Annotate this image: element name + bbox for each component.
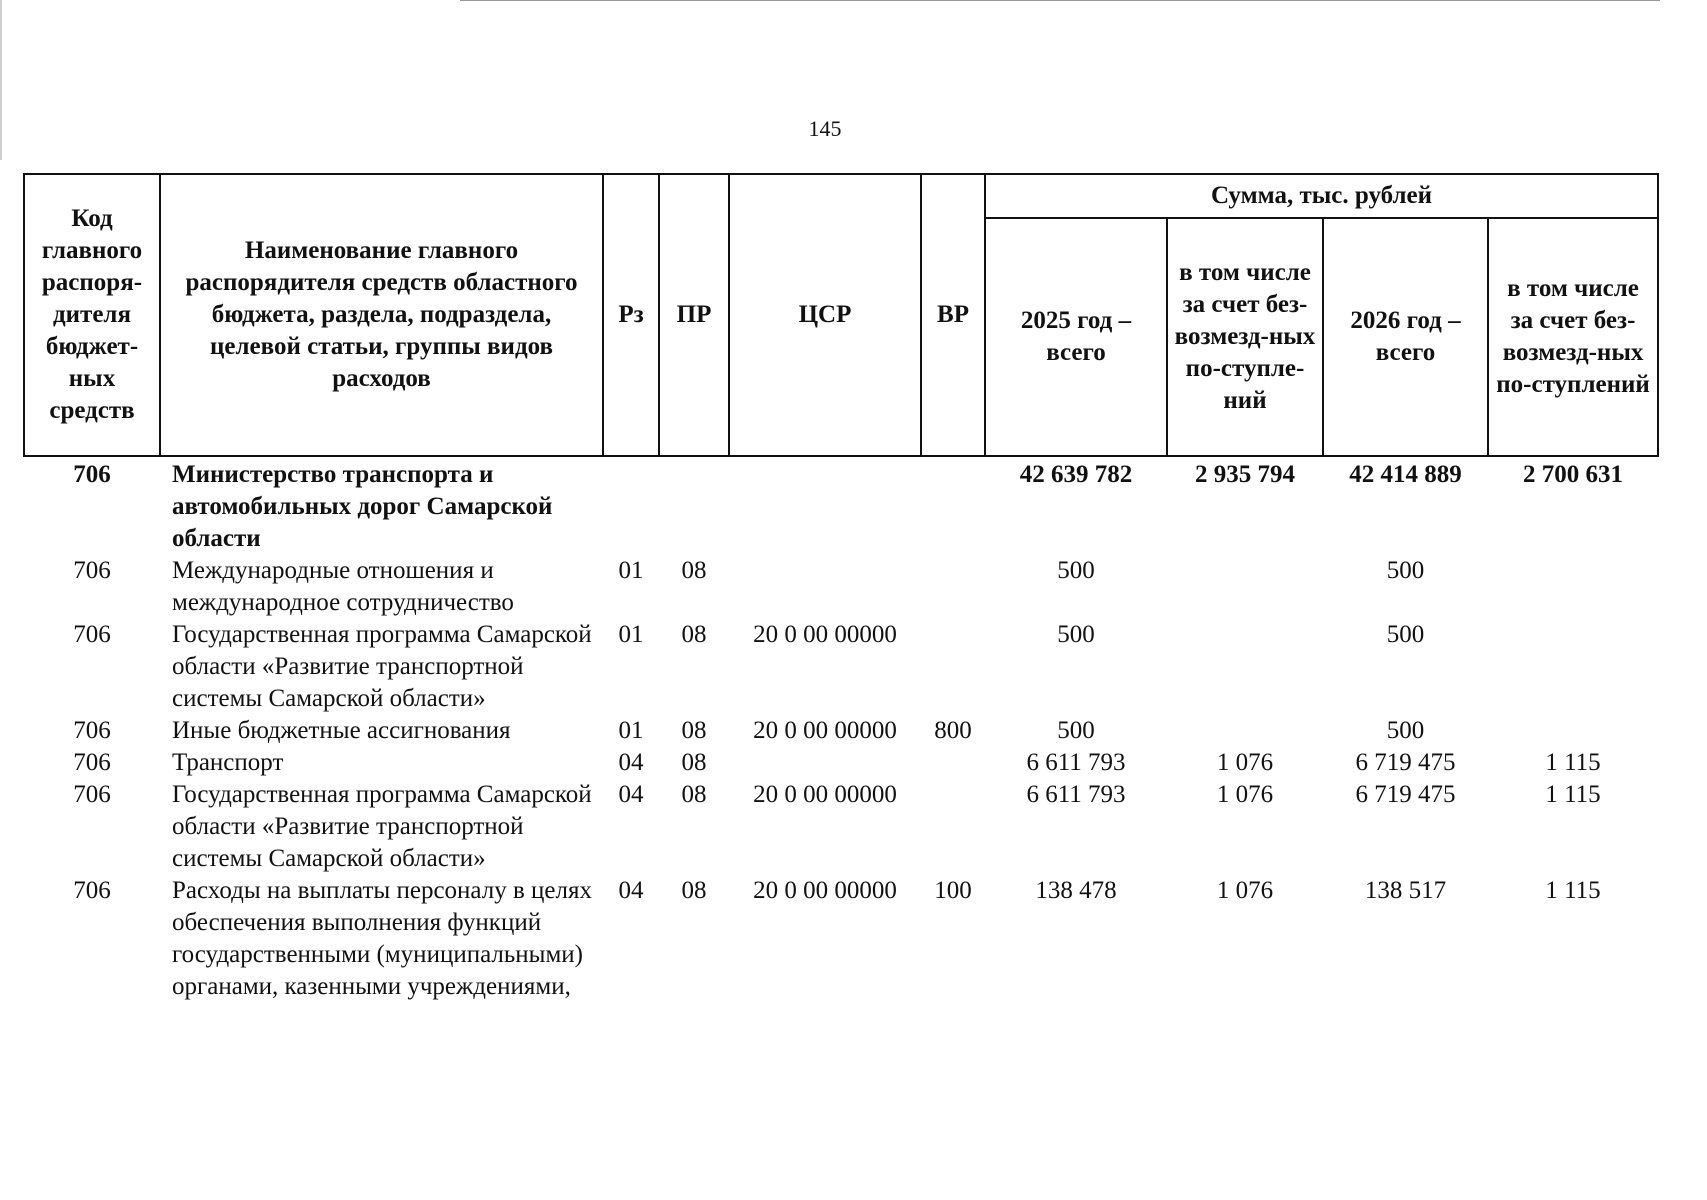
cell-vr: 100 [934, 877, 972, 904]
cell-grants-2026: 2 700 631 [1523, 461, 1624, 488]
cell-rz: 01 [618, 717, 644, 744]
cell-grants-2025: 2 935 794 [1195, 461, 1295, 488]
header-csr: ЦСР [729, 174, 921, 456]
header-2026-total: 2026 год – всего [1323, 218, 1488, 456]
table-row [24, 747, 1658, 779]
cell-grants-2025 [1167, 619, 1323, 715]
cell-pr: 08 [681, 621, 707, 648]
cell-sum-2025: 6 611 793 [1026, 749, 1126, 776]
cell-sum-2026: 500 [1386, 717, 1425, 744]
cell-vr [921, 555, 985, 619]
table-row [24, 555, 1658, 619]
header-kod: Код главного распоря-дителя бюджет-ных средств [24, 174, 160, 456]
cell-grants-2025 [1167, 715, 1323, 747]
cell-sum-2025: 138 478 [1035, 877, 1117, 904]
cell-pr [659, 456, 729, 555]
cell-name: Расходы на выплаты персоналу в целях обеспечения выполнения функций государственными (муниципальными) органами, казенными учреждениями, [172, 877, 592, 1000]
cell-sum-2025: 42 639 782 [1019, 461, 1133, 488]
cell-grants-2025: 1 076 [1216, 781, 1274, 808]
cell-rz: 04 [618, 749, 644, 776]
header-vr: ВР [921, 174, 985, 456]
cell-name: Министерство транспорта и автомобильных дорог Самарской области [172, 461, 553, 552]
cell-vr [921, 456, 985, 555]
header-name: Наименование главного распорядителя средств областного бюджета, раздела, подраздела, целевой статьи, группы видов расходов [160, 174, 603, 456]
cell-pr: 08 [681, 749, 707, 776]
cell-grants-2026 [1488, 555, 1658, 619]
cell-kod: 706 [73, 461, 111, 488]
cell-kod: 706 [73, 781, 111, 808]
cell-pr: 08 [681, 717, 707, 744]
table-row [24, 715, 1658, 747]
cell-csr [729, 456, 921, 555]
cell-name: Международные отношения и международное сотрудничество [172, 557, 514, 616]
header-pr: ПР [659, 174, 729, 456]
cell-vr: 800 [934, 717, 972, 744]
cell-name: Иные бюджетные ассигнования [172, 717, 511, 744]
cell-rz: 01 [618, 557, 644, 584]
scan-edge-top [460, 0, 1660, 1]
cell-pr: 08 [681, 877, 707, 904]
cell-sum-2026: 42 414 889 [1349, 461, 1462, 488]
cell-pr: 08 [681, 781, 707, 808]
cell-csr [729, 555, 921, 619]
table-row [24, 456, 1658, 555]
cell-pr: 08 [681, 557, 707, 584]
cell-sum-2025: 500 [1057, 557, 1095, 584]
budget-table [23, 173, 1659, 1003]
cell-csr: 20 0 00 00000 [753, 717, 897, 744]
cell-csr: 20 0 00 00000 [753, 781, 897, 808]
cell-sum-2026: 500 [1386, 621, 1425, 648]
cell-vr [921, 747, 985, 779]
cell-name: Транспорт [172, 749, 284, 776]
cell-rz: 04 [618, 877, 644, 904]
header-sum-group: Сумма, тыс. рублей [985, 174, 1658, 218]
cell-vr [921, 779, 985, 875]
cell-rz: 04 [618, 781, 644, 808]
table-header [24, 174, 1658, 456]
cell-grants-2026: 1 115 [1545, 877, 1601, 904]
cell-rz: 01 [618, 621, 644, 648]
cell-grants-2026: 1 115 [1545, 749, 1601, 776]
cell-vr [921, 619, 985, 715]
cell-sum-2026: 500 [1386, 557, 1425, 584]
header-2025-grants: в том числе за счет без-возмезд-ных по-ступле-ний [1167, 218, 1323, 456]
cell-kod: 706 [73, 877, 111, 904]
cell-grants-2026 [1488, 619, 1658, 715]
cell-grants-2025 [1167, 555, 1323, 619]
cell-grants-2025: 1 076 [1216, 877, 1274, 904]
table-row [24, 619, 1658, 715]
cell-sum-2025: 500 [1057, 621, 1095, 648]
cell-name: Государственная программа Самарской области «Развитие транспортной системы Самарской области» [172, 781, 592, 872]
cell-kod: 706 [73, 717, 111, 744]
cell-sum-2025: 6 611 793 [1026, 781, 1126, 808]
cell-name: Государственная программа Самарской области «Развитие транспортной системы Самарской области» [172, 621, 592, 712]
table-row [24, 875, 1658, 1003]
header-rz: Рз [603, 174, 659, 456]
cell-csr [729, 747, 921, 779]
cell-sum-2026: 6 719 475 [1355, 749, 1456, 776]
cell-sum-2025: 500 [1057, 717, 1095, 744]
header-2026-grants: в том числе за счет без-возмезд-ных по-ступлений [1488, 218, 1658, 456]
cell-csr: 20 0 00 00000 [753, 877, 897, 904]
cell-grants-2026 [1488, 715, 1658, 747]
cell-rz [603, 456, 659, 555]
table-row [24, 779, 1658, 875]
cell-kod: 706 [73, 557, 111, 584]
cell-sum-2026: 138 517 [1364, 877, 1447, 904]
page-number: 145 [808, 116, 842, 141]
cell-kod: 706 [73, 621, 111, 648]
cell-grants-2026: 1 115 [1545, 781, 1601, 808]
header-2025-total: 2025 год – всего [985, 218, 1167, 456]
table-body [24, 456, 1658, 1003]
cell-sum-2026: 6 719 475 [1355, 781, 1456, 808]
cell-grants-2025: 1 076 [1216, 749, 1274, 776]
cell-csr: 20 0 00 00000 [753, 621, 897, 648]
cell-kod: 706 [73, 749, 111, 776]
